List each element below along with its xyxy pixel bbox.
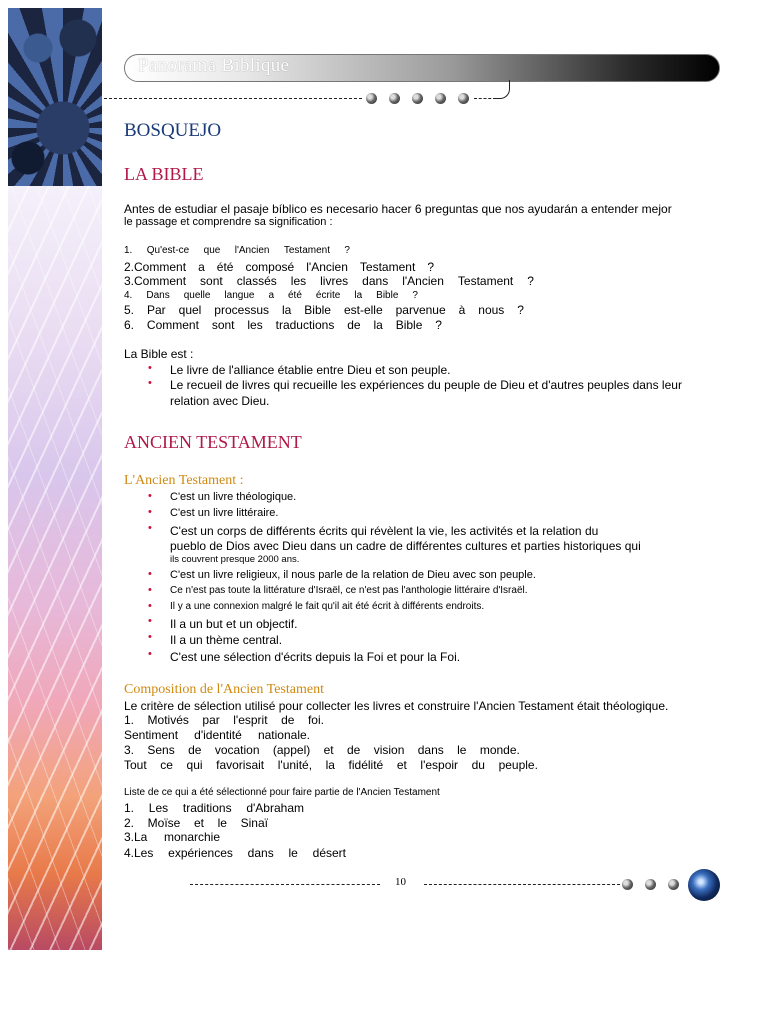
at-item: C'est un corps de différents écrits qui révèlent la vie, les activités et la relation du [170,524,599,538]
decor-dot [389,93,400,104]
header-divider [104,98,362,99]
selection-item-2: 2. Moïse et le Sinaï [124,816,268,830]
question-2: 2.Comment a été composé l'Ancien Testament ? [124,260,434,274]
footer-divider-left [190,884,380,885]
bullet-icon: • [148,631,152,643]
bible-is-item: Le livre de l'alliance établie entre Dieu et son peuple. [170,363,451,377]
bible-is-item-cont: relation avec Dieu. [170,394,270,408]
footer-divider-right [424,884,620,885]
selection-list-label: Liste de ce qui a été sélectionné pour faire partie de l'Ancien Testament [124,787,440,798]
selection-item-3: 3.La monarchie [124,830,220,844]
section-title-composition: Composition de l'Ancien Testament [124,682,324,697]
at-item: Il y a une connexion malgré le fait qu'il ait été écrit à différents endroits. [170,601,485,612]
decor-dot [412,93,423,104]
globe-icon [688,869,720,901]
question-1: 1. Qu'est-ce que l'Ancien Testament ? [124,245,350,256]
decorative-gears-image [8,8,102,186]
criterion-3: 3. Sens de vocation (appel) et de vision dans le monde. [124,743,520,757]
header-divider-end [474,98,496,99]
question-5: 5. Par quel processus la Bible est-elle parvenue à nous ? [124,303,524,317]
bullet-icon: • [148,584,152,596]
at-item-cont: ils couvrent presque 2000 ans. [170,554,300,565]
question-6: 6. Comment sont les traductions de la Bible ? [124,318,442,332]
at-item: Il a un but et un objectif. [170,617,298,631]
bullet-icon: • [148,377,152,389]
intro-line-2: le passage et comprendre sa signification : [124,216,333,228]
bible-is-label: La Bible est : [124,347,194,361]
intro-line-1: Antes de estudiar el pasaje bíblico es necesario hacer 6 preguntas que nos ayudarán a entender mejor [124,202,672,216]
decorative-light-streaks-image [8,186,102,950]
selection-item-4: 4.Les expériences dans le désert [124,846,346,860]
bullet-icon: • [148,600,152,612]
at-item: Ce n'est pas toute la littérature d'Israël, ce n'est pas l'anthologie littéraire d'Israël. [170,585,528,596]
bullet-icon: • [148,615,152,627]
selection-item-1: 1. Les traditions d'Abraham [124,801,304,815]
page-heading: BOSQUEJO [124,120,222,141]
decor-dot [458,93,469,104]
page-number: 10 [395,876,406,888]
section-subtitle-at: L'Ancien Testament : [124,473,244,488]
question-4: 4. Dans quelle langue a été écrite la Bible ? [124,290,418,301]
at-item: Il a un thème central. [170,633,283,647]
criterion-4: Tout ce qui favorisait l'unité, la fidélité et l'espoir du peuple. [124,758,538,772]
at-item: C'est une sélection d'écrits depuis la Foi et pour la Foi. [170,650,461,664]
section-title-at: ANCIEN TESTAMENT [124,432,302,452]
decor-dot [668,879,679,890]
header-connector [495,80,510,99]
at-item: C'est un livre théologique. [170,491,297,503]
bullet-icon: • [148,506,152,518]
decor-dot [645,879,656,890]
criterion-1: 1. Motivés par l'esprit de foi. [124,713,324,727]
criterion-2: Sentiment d'identité nationale. [124,728,310,742]
decor-dot [622,879,633,890]
bible-is-item: Le recueil de livres qui recueille les expériences du peuple de Dieu et d'autres peuples dans leur [170,378,682,392]
decor-dot [435,93,446,104]
at-item: C'est un livre littéraire. [170,507,279,519]
bullet-icon: • [148,522,152,534]
bullet-icon: • [148,490,152,502]
composition-intro: Le critère de sélection utilisé pour collecter les livres et construire l'Ancien Testament était théologique. [124,699,669,713]
at-item-cont: pueblo de Dios avec Dieu dans un cadre de différentes cultures et parties historiques qui [170,539,641,553]
decor-dot [366,93,377,104]
bullet-icon: • [148,568,152,580]
at-item: C'est un livre religieux, il nous parle de la relation de Dieu avec son peuple. [170,569,536,581]
section-title-bible: LA BIBLE [124,164,204,184]
bullet-icon: • [148,648,152,660]
header-title: Panorama Biblique [138,55,290,76]
bullet-icon: • [148,362,152,374]
question-3: 3.Comment sont classés les livres dans l'Ancien Testament ? [124,274,534,288]
